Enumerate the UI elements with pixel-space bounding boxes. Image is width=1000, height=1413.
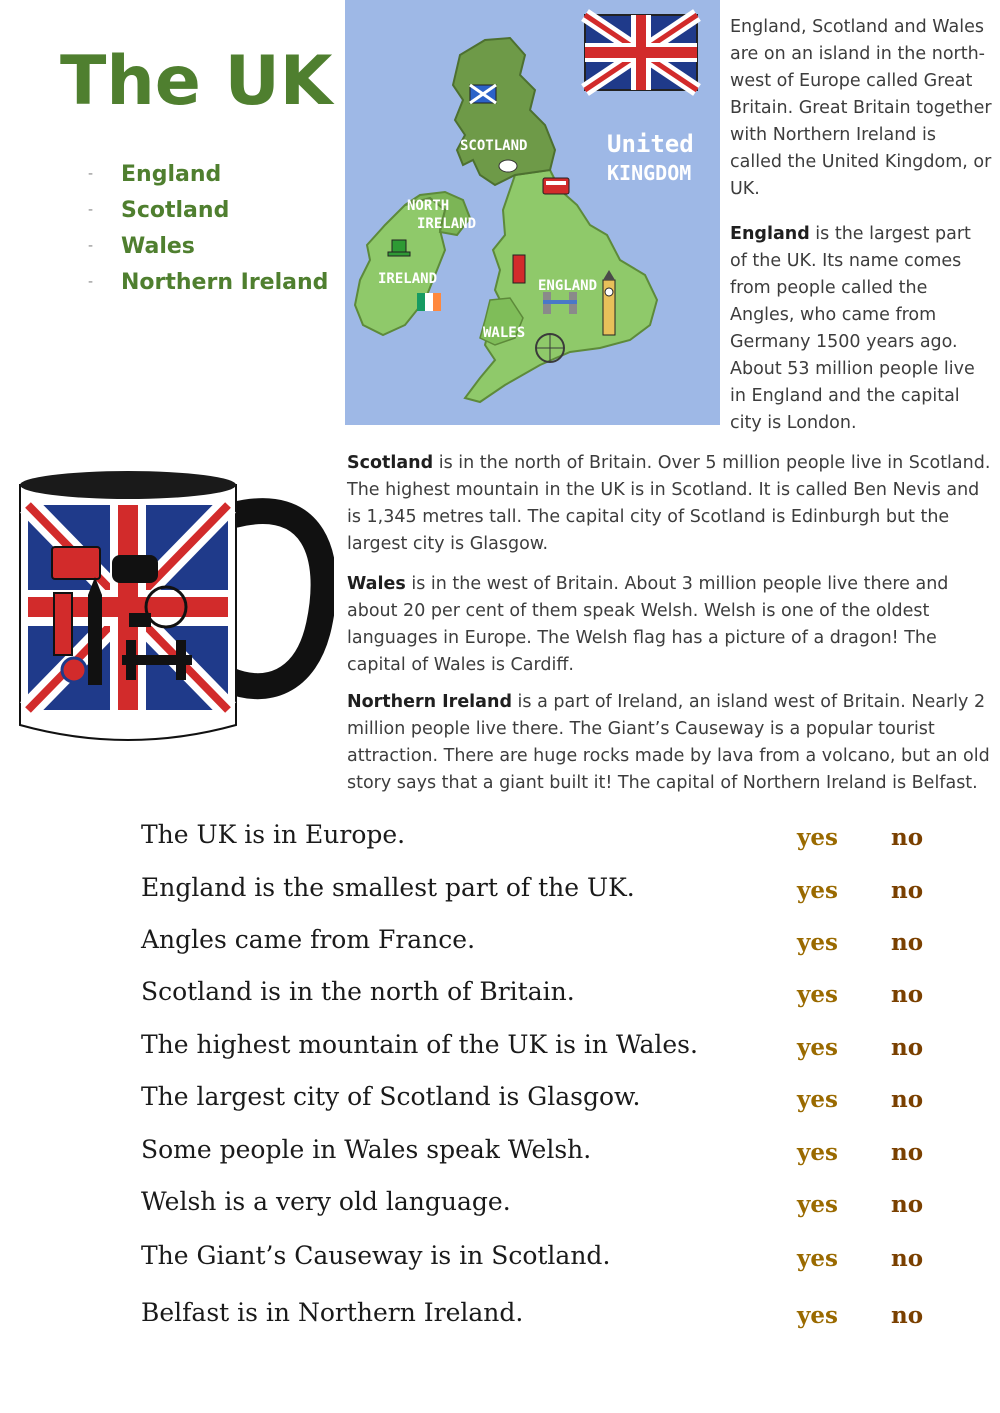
list-item xyxy=(88,264,328,300)
no-option[interactable]: no xyxy=(891,1191,924,1218)
quiz-row xyxy=(0,1183,1000,1231)
quiz-statement: The UK is in Europe. xyxy=(141,820,406,849)
map-label-wales: WALES xyxy=(483,325,526,341)
quiz-row xyxy=(0,921,1000,969)
yes-option[interactable]: yes xyxy=(797,824,838,851)
no-option[interactable]: no xyxy=(891,1139,924,1166)
list-item-label: England xyxy=(121,161,222,187)
quiz-statement: Some people in Wales speak Welsh. xyxy=(141,1135,592,1164)
no-option[interactable]: no xyxy=(891,1245,924,1272)
list-item xyxy=(88,228,328,264)
map-label-ireland-ni: IRELAND xyxy=(417,216,477,232)
quiz-row xyxy=(0,1078,1000,1126)
quiz-statement: Scotland is in the north of Britain. xyxy=(141,977,575,1006)
northern-ireland-text: is a part of Ireland, an island west of Britain. Nearly 2 million people live there. The Giant’s Causeway is a popular tourist attraction. There are huge rocks made by lava from a volcano, but an old story says that a giant built it! The capital of Northern Ireland is Belfast. xyxy=(347,692,990,793)
quiz-statement: England is the smallest part of the UK. xyxy=(141,873,635,902)
england-paragraph xyxy=(730,221,992,437)
irish-flag-icon xyxy=(417,293,441,311)
quiz-statement: The highest mountain of the UK is in Wales. xyxy=(141,1030,698,1059)
mug-svg xyxy=(14,455,334,765)
wales-heading: Wales xyxy=(347,574,406,594)
no-option[interactable]: no xyxy=(891,824,924,851)
yes-option[interactable]: yes xyxy=(797,929,838,956)
quiz-row xyxy=(0,1131,1000,1179)
yes-option[interactable]: yes xyxy=(797,1034,838,1061)
mug-handle xyxy=(229,511,324,686)
scotland-paragraph xyxy=(347,450,992,558)
uk-map-image xyxy=(345,0,720,425)
quiz-row xyxy=(0,1237,1000,1285)
list-item xyxy=(88,192,328,228)
quiz-statement: Welsh is a very old language. xyxy=(141,1187,511,1216)
quiz-row xyxy=(0,973,1000,1021)
quiz-row xyxy=(0,1026,1000,1074)
yes-option[interactable]: yes xyxy=(797,1191,838,1218)
list-dash: - xyxy=(88,166,94,182)
list-item xyxy=(88,156,328,192)
map-label-kingdom: KINGDOM xyxy=(607,161,692,185)
page-title: The UK xyxy=(60,42,333,121)
list-item-label: Northern Ireland xyxy=(121,269,329,295)
mug-image xyxy=(14,455,334,765)
sheep-icon xyxy=(499,160,517,172)
no-option[interactable]: no xyxy=(891,1086,924,1113)
scotland-text: is in the north of Britain. Over 5 million people live in Scotland. The highest mountain in the UK is in Scotland. It is called Ben Nevis and is 1,345 metres tall. The capital city of Scotland is Edinburgh but the largest city is Glasgow. xyxy=(347,453,991,554)
yes-option[interactable]: yes xyxy=(797,1139,838,1166)
yes-option[interactable]: yes xyxy=(797,1245,838,1272)
england-heading: England xyxy=(730,224,810,244)
london-eye-icon xyxy=(536,334,564,362)
phone-box-icon xyxy=(513,255,525,283)
no-option[interactable]: no xyxy=(891,1302,924,1329)
big-ben-icon xyxy=(603,270,615,335)
yes-option[interactable]: yes xyxy=(797,1302,838,1329)
scottish-flag-icon xyxy=(470,85,496,103)
no-option[interactable]: no xyxy=(891,981,924,1008)
quiz-row xyxy=(0,1294,1000,1342)
map-label-united: United xyxy=(607,130,694,158)
intro-paragraph: England, Scotland and Wales are on an island in the north-west of Europe called Great Britain. Great Britain together with Northern Ireland is called the United Kingdom, or UK. xyxy=(730,17,992,199)
northern-ireland-heading: Northern Ireland xyxy=(347,692,512,712)
northern-ireland-paragraph xyxy=(347,689,992,797)
uk-map-svg xyxy=(345,0,720,425)
quiz-statement: The Giant’s Causeway is in Scotland. xyxy=(141,1241,611,1270)
no-option[interactable]: no xyxy=(891,1034,924,1061)
map-label-ireland: IRELAND xyxy=(378,271,438,287)
scotland-heading: Scotland xyxy=(347,453,434,473)
list-item-label: Wales xyxy=(121,233,195,259)
quiz-statement: Belfast is in Northern Ireland. xyxy=(141,1298,524,1327)
no-option[interactable]: no xyxy=(891,929,924,956)
list-dash: - xyxy=(88,274,94,290)
yes-option[interactable]: yes xyxy=(797,1086,838,1113)
wales-text: is in the west of Britain. About 3 million people live there and about 20 per cent of them speak Welsh. Welsh is one of the oldest languages in Europe. The Welsh flag has a picture of a dragon! The capital of Wales is Cardiff. xyxy=(347,574,949,675)
country-list xyxy=(88,156,328,300)
list-dash: - xyxy=(88,202,94,218)
quiz-statement: The largest city of Scotland is Glasgow. xyxy=(141,1082,641,1111)
map-label-england: ENGLAND xyxy=(538,278,598,294)
quiz-row xyxy=(0,816,1000,864)
yes-option[interactable]: yes xyxy=(797,877,838,904)
england-text: is the largest part of the UK. Its name comes from people called the Angles, who came from Germany 1500 years ago. About 53 million people live in England and the capital city is London. xyxy=(730,224,975,433)
quiz-row xyxy=(0,869,1000,917)
union-jack-icon xyxy=(585,15,697,90)
quiz-statement: Angles came from France. xyxy=(141,925,476,954)
list-dash: - xyxy=(88,238,94,254)
bus-icon xyxy=(543,178,569,194)
no-option[interactable]: no xyxy=(891,877,924,904)
list-item-label: Scotland xyxy=(121,197,230,223)
map-label-scotland: SCOTLAND xyxy=(460,138,528,154)
map-label-north: NORTH xyxy=(407,198,450,214)
yes-option[interactable]: yes xyxy=(797,981,838,1008)
wales-paragraph xyxy=(347,571,992,679)
